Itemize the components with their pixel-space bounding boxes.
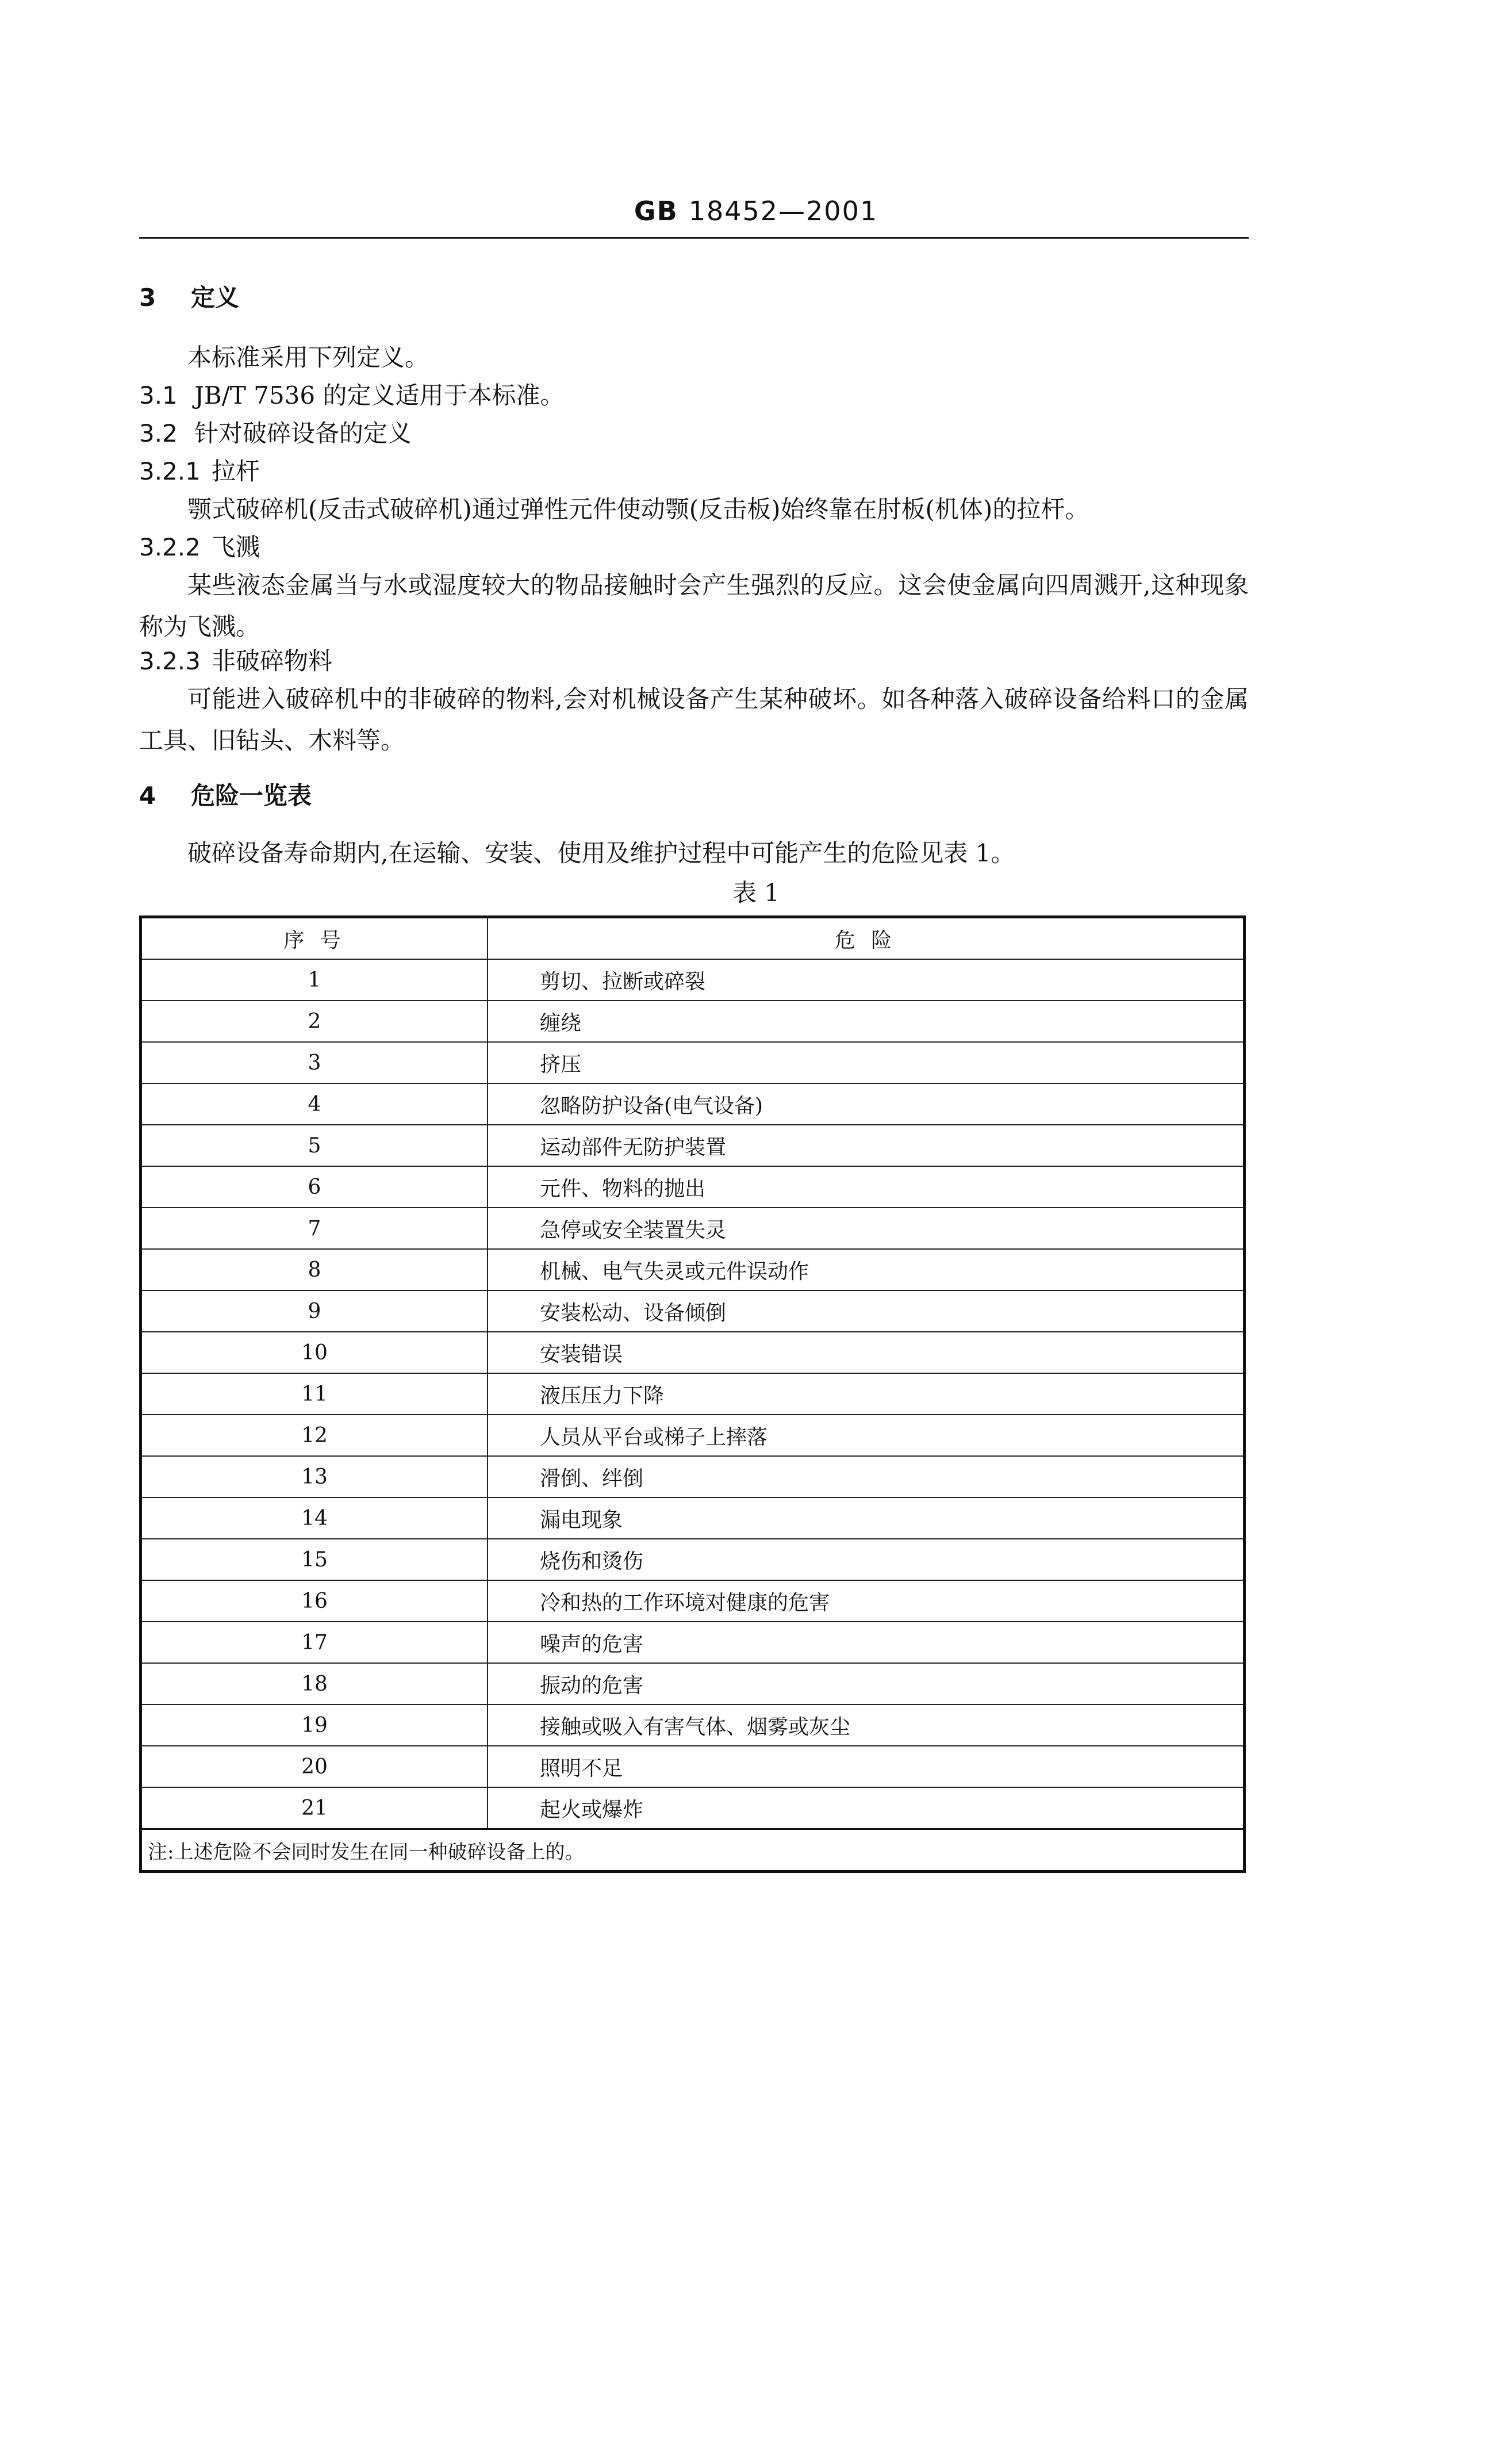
clause-3-2-3 (139, 641, 1249, 682)
row-number: 8 (141, 1249, 488, 1290)
clause-3-2-1-number: 3.2.1 (139, 457, 201, 485)
row-hazard: 急停或安全装置失灵 (488, 1208, 1245, 1249)
page-header (0, 196, 1512, 227)
clause-3-2-2-body: 某些液态金属当与水或湿度较大的物品接触时会产生强烈的反应。这会使金属向四周溅开,这种现象称为飞溅。 (139, 571, 1249, 641)
clause-3-2-2-number: 3.2.2 (139, 533, 201, 561)
table-row (141, 1580, 1245, 1622)
row-number: 2 (141, 1001, 488, 1042)
row-number: 3 (141, 1042, 488, 1083)
table-note-row (141, 1829, 1245, 1872)
row-hazard: 安装松动、设备倾倒 (488, 1290, 1245, 1332)
row-number: 6 (141, 1166, 488, 1208)
table-row (141, 1622, 1245, 1663)
row-number: 12 (141, 1415, 488, 1456)
row-number: 11 (141, 1373, 488, 1415)
row-number: 18 (141, 1663, 488, 1704)
row-hazard: 振动的危害 (488, 1663, 1245, 1704)
clause-3-2-1-title: 拉杆 (212, 457, 260, 485)
clause-3-2 (139, 413, 1249, 454)
clause-3-1 (139, 375, 1249, 416)
row-number: 19 (141, 1704, 488, 1746)
row-number: 20 (141, 1746, 488, 1787)
header-rule (139, 237, 1249, 239)
row-hazard: 冷和热的工作环境对健康的危害 (488, 1580, 1245, 1622)
table-note: 注:上述危险不会同时发生在同一种破碎设备上的。 (141, 1829, 1245, 1872)
standard-prefix: GB (634, 196, 678, 227)
table-row (141, 1663, 1245, 1704)
row-hazard: 漏电现象 (488, 1497, 1245, 1539)
row-hazard: 机械、电气失灵或元件误动作 (488, 1249, 1245, 1290)
table-header-row (141, 917, 1245, 960)
clause-3-2-2-title: 飞溅 (212, 533, 260, 561)
table-row (141, 1746, 1245, 1787)
table-caption: 表 1 (732, 879, 780, 907)
section-4-heading: 4 危险一览表 (139, 782, 312, 810)
table-row (141, 1787, 1245, 1829)
standard-number: 18452—2001 (688, 196, 878, 227)
row-hazard: 元件、物料的抛出 (488, 1166, 1245, 1208)
clause-3-2-1-body: 颚式破碎机(反击式破碎机)通过弹性元件使动颚(反击板)始终靠在肘板(机体)的拉杆。 (187, 495, 1089, 523)
table-row (141, 1415, 1245, 1456)
table-row (141, 1456, 1245, 1497)
row-hazard: 滑倒、绊倒 (488, 1456, 1245, 1497)
row-hazard: 起火或爆炸 (488, 1787, 1245, 1829)
row-hazard: 挤压 (488, 1042, 1245, 1083)
row-number: 21 (141, 1787, 488, 1829)
clause-3-2-text: 针对破碎设备的定义 (194, 419, 412, 447)
table-row (141, 1249, 1245, 1290)
table-row (141, 1497, 1245, 1539)
row-hazard: 液压压力下降 (488, 1373, 1245, 1415)
row-hazard: 运动部件无防护装置 (488, 1125, 1245, 1166)
table-row (141, 1704, 1245, 1746)
section-3-heading: 3 定义 (139, 284, 240, 312)
row-hazard: 人员从平台或梯子上摔落 (488, 1415, 1245, 1456)
row-number: 5 (141, 1125, 488, 1166)
row-hazard: 缠绕 (488, 1001, 1245, 1042)
row-hazard: 剪切、拉断或碎裂 (488, 959, 1245, 1001)
table-row (141, 1001, 1245, 1042)
section-4-title: 危险一览表 (191, 782, 312, 810)
row-number: 14 (141, 1497, 488, 1539)
row-number: 9 (141, 1290, 488, 1332)
clause-3-2-number: 3.2 (139, 419, 178, 447)
table-row (141, 1042, 1245, 1083)
table-row (141, 1539, 1245, 1580)
clause-3-2-2 (139, 527, 1249, 568)
clause-3-2-3-number: 3.2.3 (139, 647, 201, 675)
section-4-intro: 破碎设备寿命期内,在运输、安装、使用及维护过程中可能产生的危险见表 1。 (187, 839, 1015, 867)
section-3-intro: 本标准采用下列定义。 (187, 343, 429, 371)
row-hazard: 安装错误 (488, 1332, 1245, 1373)
row-number: 7 (141, 1208, 488, 1249)
row-number: 1 (141, 959, 488, 1001)
table-row (141, 1332, 1245, 1373)
header-cell-hazard: 危 险 (488, 917, 1245, 960)
hazard-table (139, 915, 1246, 1873)
table-row (141, 1166, 1245, 1208)
row-number: 4 (141, 1083, 488, 1125)
clause-3-2-3-body: 可能进入破碎机中的非破碎的物料,会对机械设备产生某种破坏。如各种落入破碎设备给料口的金属工具、旧钻头、木料等。 (139, 685, 1249, 754)
row-number: 13 (141, 1456, 488, 1497)
table-row (141, 959, 1245, 1001)
table-row (141, 1083, 1245, 1125)
row-number: 15 (141, 1539, 488, 1580)
row-hazard: 噪声的危害 (488, 1622, 1245, 1663)
table-row (141, 1125, 1245, 1166)
table-row (141, 1290, 1245, 1332)
row-number: 17 (141, 1622, 488, 1663)
row-hazard: 烧伤和烫伤 (488, 1539, 1245, 1580)
clause-3-2-3-title: 非破碎物料 (212, 647, 333, 675)
section-3-title: 定义 (191, 284, 240, 312)
row-number: 16 (141, 1580, 488, 1622)
header-cell-number: 序 号 (141, 917, 488, 960)
table-row (141, 1208, 1245, 1249)
row-number: 10 (141, 1332, 488, 1373)
clause-3-1-text: JB/T 7536 的定义适用于本标准。 (194, 381, 565, 409)
clause-3-2-1 (139, 451, 1249, 492)
table-row (141, 1373, 1245, 1415)
row-hazard: 照明不足 (488, 1746, 1245, 1787)
clause-3-1-number: 3.1 (139, 381, 178, 409)
row-hazard: 忽略防护设备(电气设备) (488, 1083, 1245, 1125)
row-hazard: 接触或吸入有害气体、烟雾或灰尘 (488, 1704, 1245, 1746)
